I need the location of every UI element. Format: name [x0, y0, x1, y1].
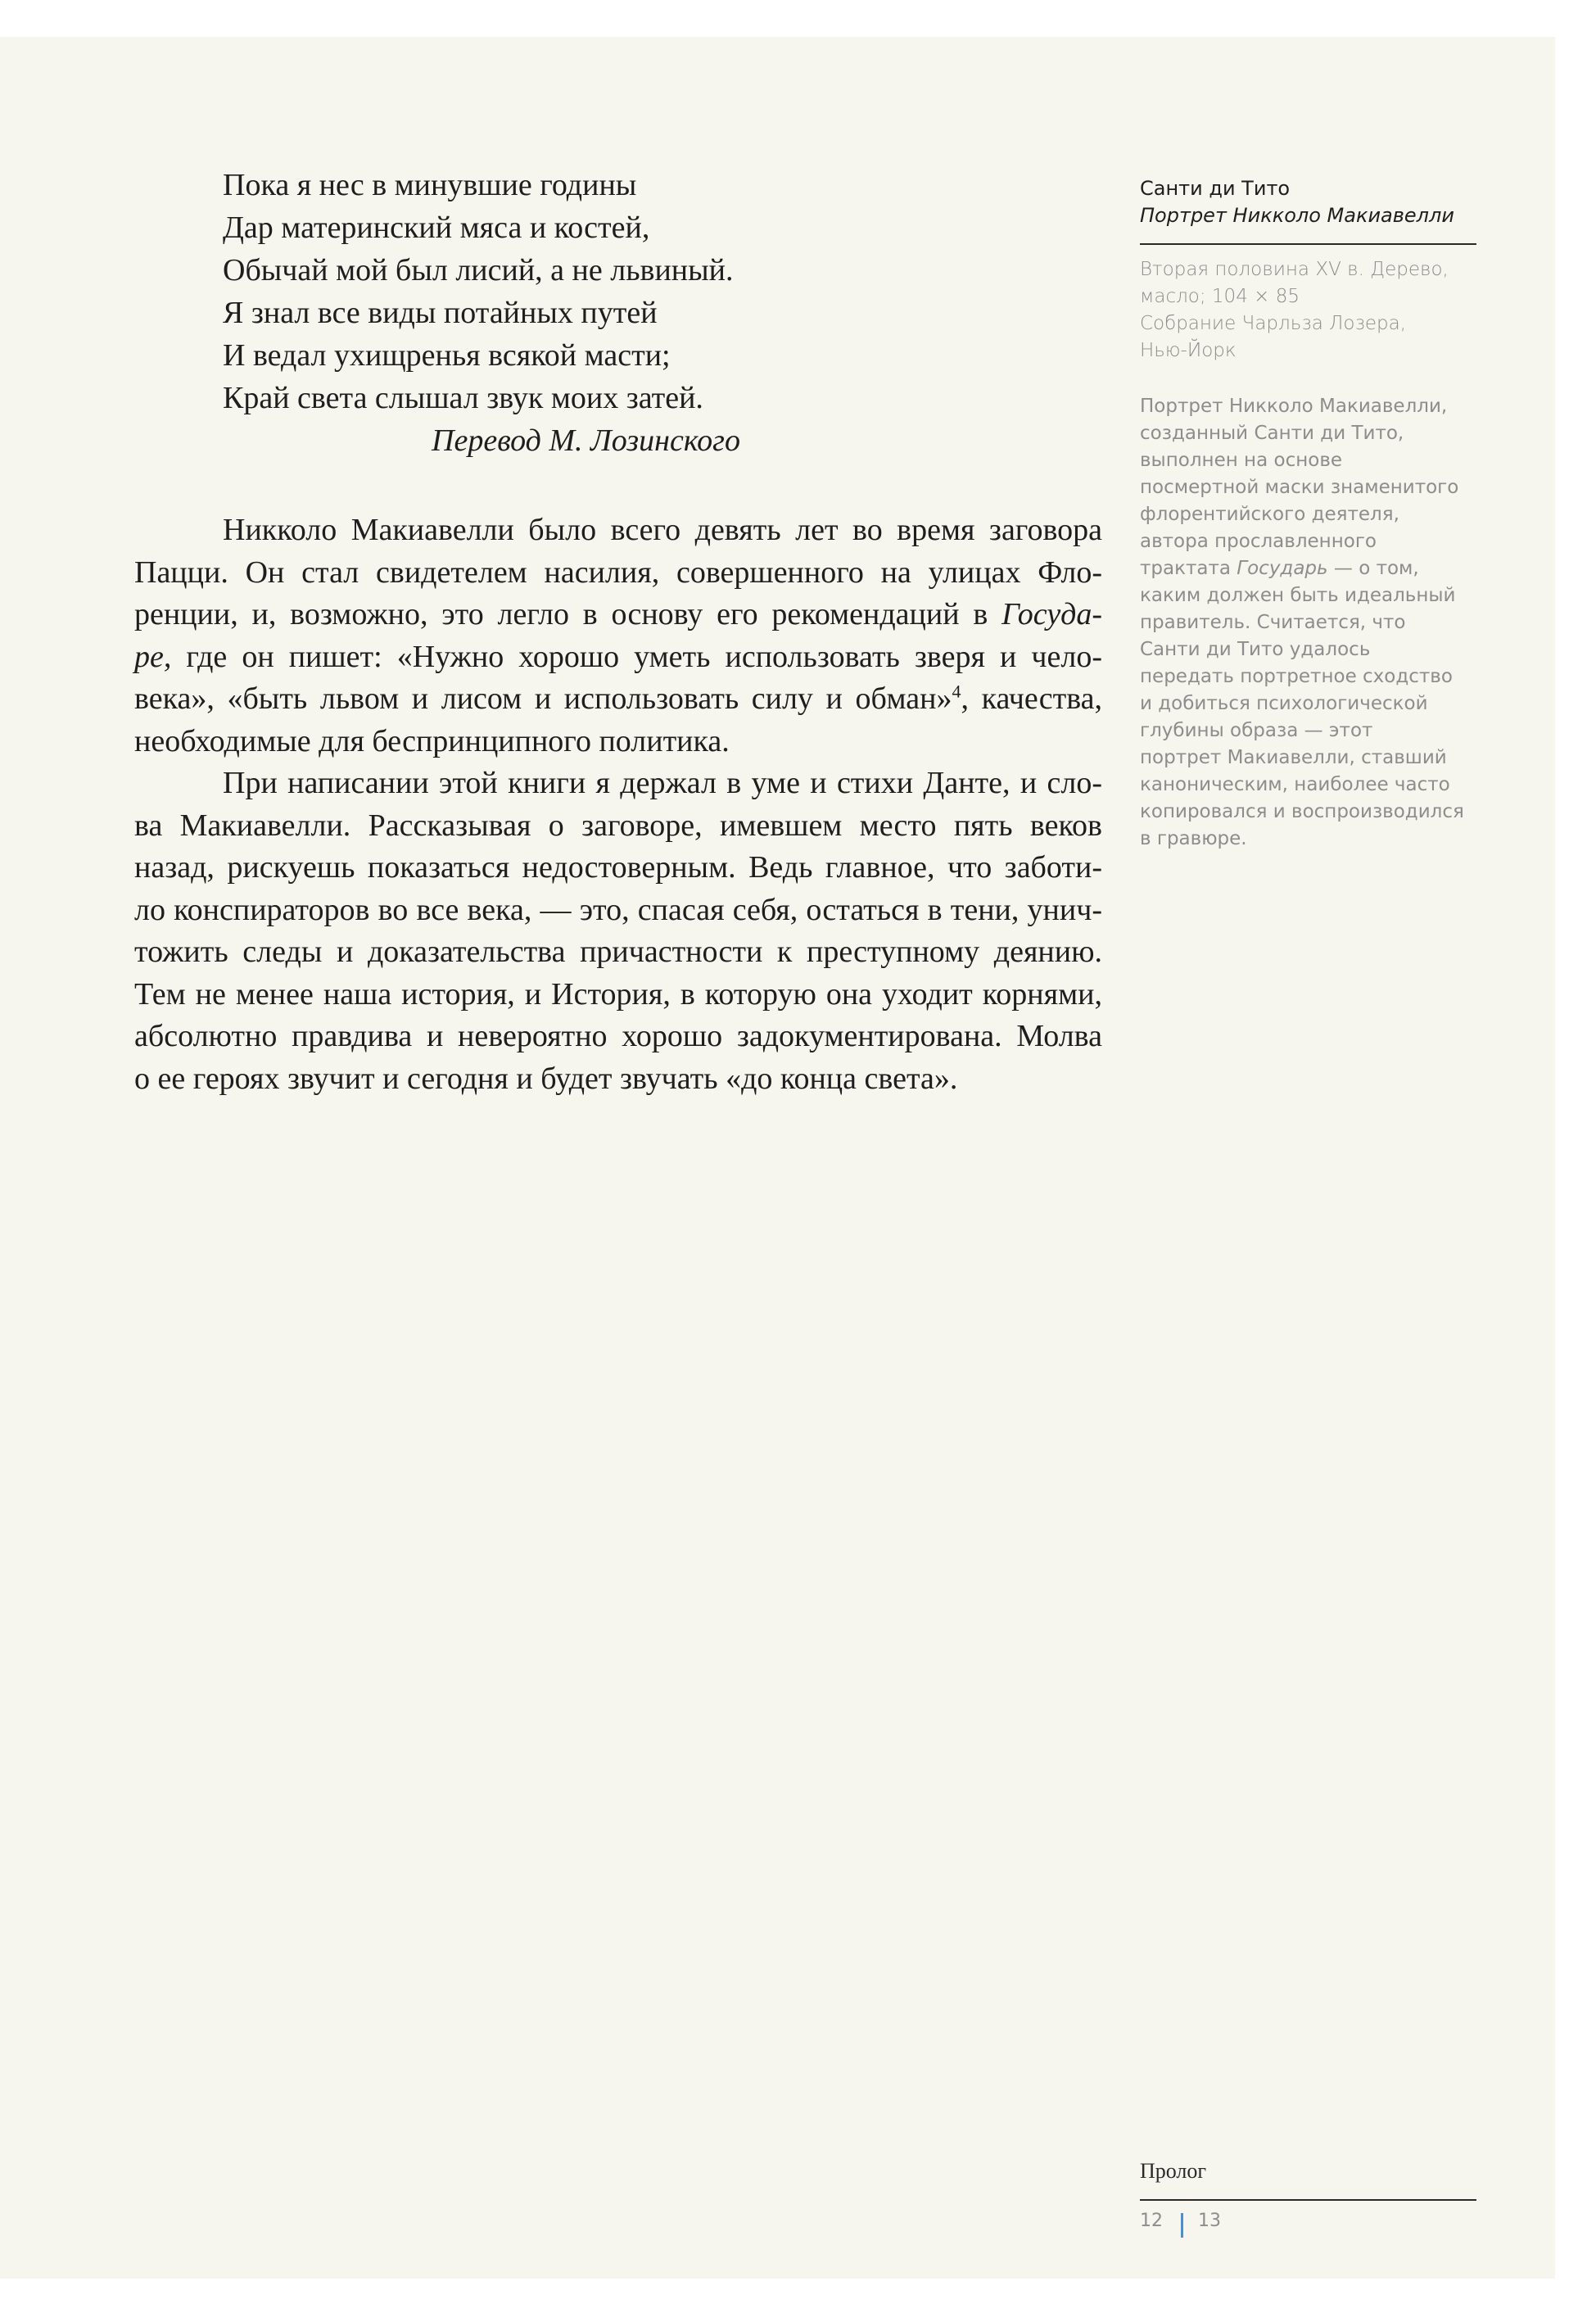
desc-line: автора прославленного — [1140, 531, 1377, 552]
desc-line: и добиться психологической — [1140, 693, 1428, 714]
meta-line: Собрание Чарльза Лозера, — [1140, 313, 1407, 334]
poem-line: Обычай мой был лисий, а не львиный. — [223, 253, 734, 287]
desc-line: посмертной маски знаменитого — [1140, 477, 1459, 498]
meta-line: Нью-Йорк — [1140, 340, 1237, 361]
desc-line: копировался и воспроизводился — [1140, 801, 1464, 822]
text-span: где он пишет: «Нужно хорошо уметь использовать зверя и чело- — [171, 639, 1102, 674]
desc-line: каким должен быть идеальный — [1140, 585, 1456, 606]
desc-span: трактата — [1140, 558, 1237, 579]
desc-line: Портрет Никколо Макиавелли, — [1140, 396, 1448, 417]
desc-line: Санти ди Тито удалось — [1140, 639, 1371, 660]
text-line: При написании этой книги я держал в уме и стихи Данте, и сло- — [223, 766, 1102, 800]
desc-line: созданный Санти ди Тито, — [1140, 423, 1404, 444]
caption-description — [1140, 393, 1476, 853]
desc-line: каноническим, наиболее часто — [1140, 774, 1450, 795]
poem-line: Край света слышал звук моих затей. — [223, 381, 703, 415]
meta-line: Вторая половина XV в. Дерево, — [1140, 259, 1449, 280]
poem-line: Дар материнский мяса и костей, — [223, 210, 650, 245]
desc-line — [1140, 555, 1476, 582]
image-caption — [1140, 175, 1476, 229]
footnote-ref[interactable]: 4 — [952, 681, 961, 702]
page-number-left: 12 — [1140, 2210, 1163, 2231]
text-line: необходимые для беспринципного политика. — [134, 723, 730, 758]
poem-line: Пока я нес в минувшие годины — [223, 168, 637, 202]
text-line — [134, 636, 1102, 679]
text-line: тожить следы и доказательства причастности к преступному деянию. — [134, 935, 1102, 969]
caption-title: Портрет Никколо Макиавелли — [1140, 204, 1454, 227]
desc-line: портрет Макиавелли, ставший — [1140, 747, 1447, 768]
text-line: назад, рискуешь показаться недостоверным. Ведь главное, что заботи- — [134, 850, 1102, 885]
main-text — [134, 509, 1102, 1100]
caption-artist: Санти ди Тито — [1140, 177, 1291, 200]
desc-line: глубины образа — этот — [1140, 720, 1373, 741]
meta-line: масло; 104 × 85 — [1140, 286, 1300, 307]
poem-epigraph — [223, 164, 740, 462]
text-span: ренции, и, возможно, это легло в основу его рекомендаций в — [134, 597, 1002, 631]
page-number-right: 13 — [1198, 2210, 1221, 2231]
poem-line: И ведал ухищренья всякой масти; — [223, 338, 671, 373]
footer-divider — [1140, 2199, 1476, 2201]
running-section-title: Пролог — [1140, 2159, 1207, 2183]
text-line: абсолютно правдива и невероятно хорошо задокументирована. Молва — [134, 1019, 1102, 1053]
text-line: о ее героях звучит и сегодня и будет звучать «до конца света». — [134, 1061, 958, 1096]
text-line: Никколо Макиавелли было всего девять лет во время заговора — [223, 513, 1102, 547]
text-line: ва Макиавелли. Рассказывая о заговоре, имевшем место пять веков — [134, 808, 1102, 843]
desc-line: флорентийского деятеля, — [1140, 504, 1399, 525]
text-line: Пацци. Он стал свидетелем насилия, совершенного на улицах Фло- — [134, 554, 1102, 590]
book-title-italic: Государь — [1237, 558, 1328, 579]
desc-line: правитель. Считается, что — [1140, 612, 1406, 633]
desc-line: в гравюре. — [1140, 828, 1247, 849]
text-line: Тем не менее наша история, и История, в которую она уходит корнями, — [134, 976, 1102, 1012]
text-line — [134, 594, 1102, 636]
translation-credit: Перевод М. Лозинского — [432, 423, 740, 458]
text-span: века», «быть львом и лисом и использовать силу и обман» — [134, 681, 952, 716]
caption-meta — [1140, 256, 1476, 364]
book-title-italic: ре, — [134, 639, 172, 674]
book-title-italic: Госуда- — [1001, 597, 1102, 631]
poem-line: Я знал все виды потайных путей — [223, 296, 658, 330]
desc-line: выполнен на основе — [1140, 450, 1343, 471]
text-line — [134, 678, 1102, 721]
desc-line: передать портретное сходство — [1140, 666, 1453, 687]
text-span: , качества, — [961, 681, 1103, 716]
page-numbers — [1140, 2208, 1221, 2233]
caption-divider — [1140, 243, 1476, 245]
text-line: ло конспираторов во все века, — это, спасая себя, остаться в тени, унич- — [134, 892, 1102, 927]
page-separator — [1181, 2213, 1183, 2238]
desc-span: — о том, — [1327, 558, 1419, 579]
